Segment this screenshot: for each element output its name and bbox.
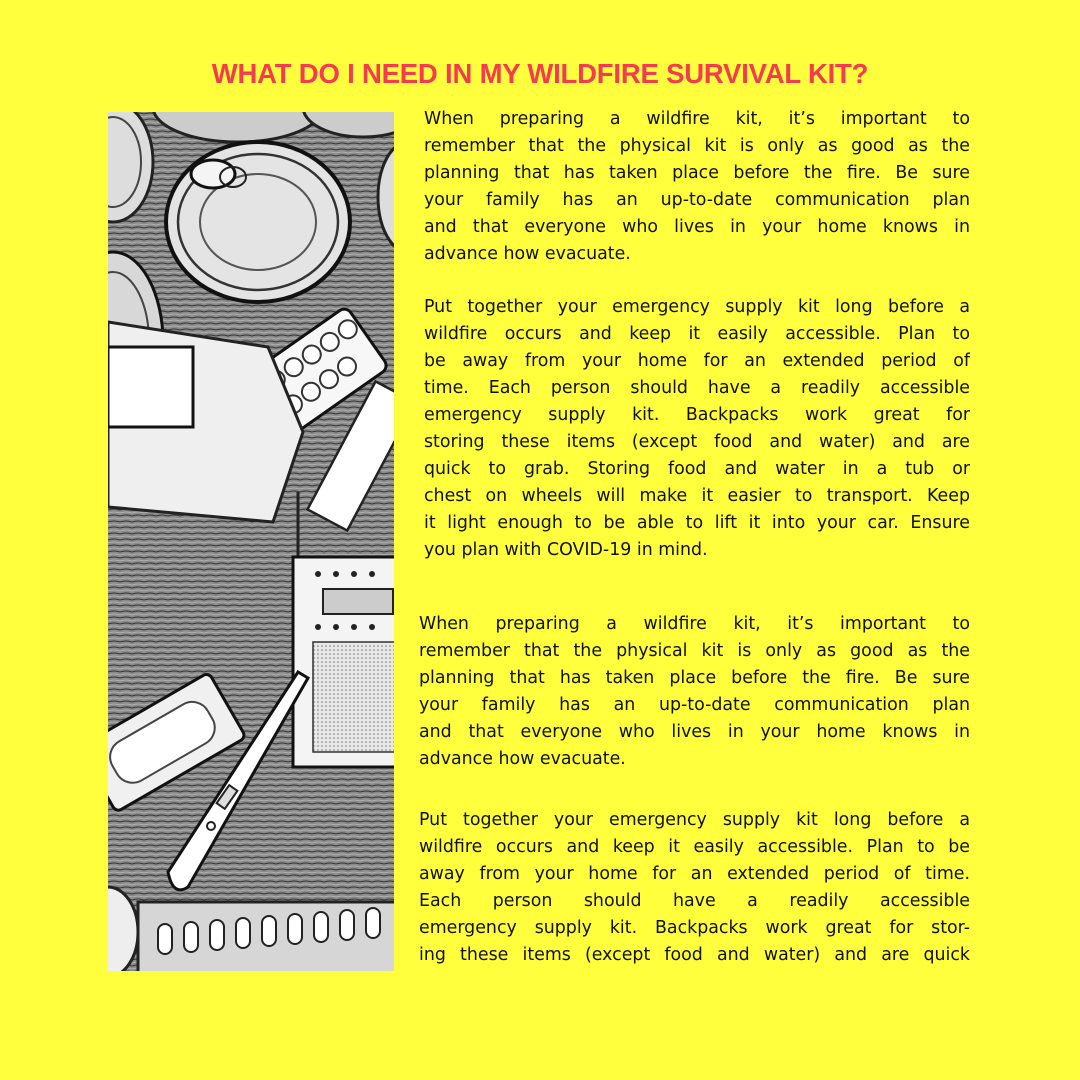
survival-kit-photo [108, 112, 394, 971]
paragraph-supply-kit [424, 294, 970, 564]
text-line: and that everyone who lives in your home knows in [419, 722, 970, 742]
text-line: Put together your emergency supply kit long before a [424, 297, 970, 317]
text-line: planning that has taken place before the fire. Be sure [419, 668, 970, 688]
text-line: Put together your emergency supply kit long before a [419, 810, 970, 830]
text-line: wildfire occurs and keep it easily accessible. Plan to [424, 324, 970, 344]
text-line: it light enough to be able to lift it into your car. Ensure [424, 513, 970, 533]
text-line: Each person should have a readily accessible [419, 891, 970, 911]
paragraph-preparing-kit-repeat [419, 611, 970, 773]
text-line: your family has an up-to-date communication plan [419, 695, 970, 715]
text-line: away from your home for an extended period of time. [419, 864, 970, 884]
text-line: be away from your home for an extended period of [424, 351, 970, 371]
survival-kit-illustration [108, 112, 394, 971]
text-line: wildfire occurs and keep it easily accessible. Plan to be [419, 837, 970, 857]
text-line: and that everyone who lives in your home knows in [424, 217, 970, 237]
page-title: WHAT DO I NEED IN MY WILDFIRE SURVIVAL KIT? [211, 58, 869, 89]
paragraph-supply-kit-repeat [419, 807, 970, 969]
text-line: storing these items (except food and water) and are [424, 432, 970, 452]
text-line: ing these items (except food and water) and are quick [419, 945, 970, 965]
text-line: advance how evacuate. [419, 749, 626, 769]
text-line: chest on wheels will make it easier to transport. Keep [424, 486, 970, 506]
text-line: planning that has taken place before the fire. Be sure [424, 163, 970, 183]
paragraph-preparing-kit [424, 106, 970, 268]
text-line: emergency supply kit. Backpacks work great for stor- [419, 918, 970, 938]
text-line: advance how evacuate. [424, 244, 631, 264]
text-line: time. Each person should have a readily accessible [424, 378, 970, 398]
text-line: When preparing a wildfire kit, it’s important to [419, 614, 970, 634]
capsule-blister-pack [138, 902, 394, 971]
text-line: quick to grab. Storing food and water in a tub or [424, 459, 970, 479]
text-line: remember that the physical kit is only as good as the [424, 136, 970, 156]
text-line: emergency supply kit. Backpacks work great for [424, 405, 970, 425]
text-line: you plan with COVID-19 in mind. [424, 540, 708, 560]
text-line: your family has an up-to-date communication plan [424, 190, 970, 210]
can-with-pull-tab [166, 142, 350, 302]
text-line: When preparing a wildfire kit, it’s important to [424, 109, 970, 129]
text-line: remember that the physical kit is only as good as the [419, 641, 970, 661]
